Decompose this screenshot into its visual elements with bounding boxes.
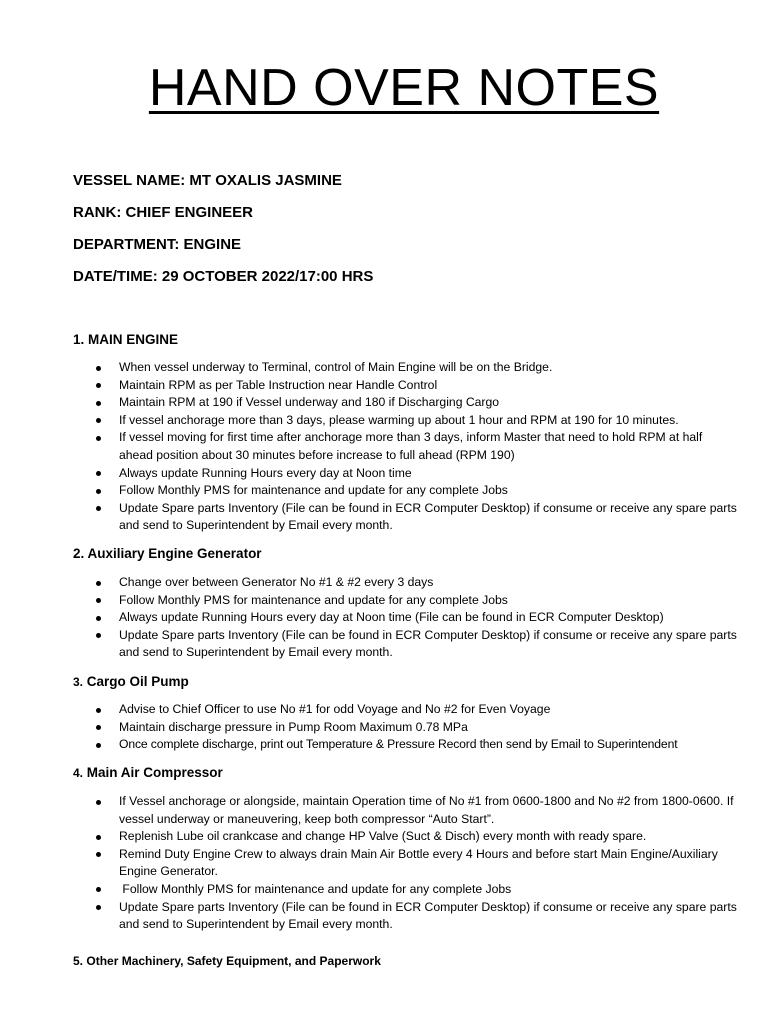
- list-item: Update Spare parts Inventory (File can be found in ECR Computer Desktop) if consume or receive any spare parts and send to Superintendent by Email every month.: [0, 899, 768, 934]
- list-item: Maintain RPM at 190 if Vessel underway and 180 if Discharging Cargo: [0, 394, 768, 412]
- bullet-icon: [96, 418, 101, 423]
- list-item: Maintain discharge pressure in Pump Room Maximum 0.78 MPa: [0, 719, 768, 737]
- rank: RANK: CHIEF ENGINEER: [73, 204, 254, 221]
- list-item: Replenish Lube oil crankcase and change HP Valve (Suct & Disch) every month with ready spare.: [0, 828, 768, 846]
- section-heading-aux-engine: [73, 545, 262, 563]
- main-engine-list: [0, 359, 768, 535]
- list-item: Update Spare parts Inventory (File can be found in ECR Computer Desktop) if consume or receive any spare parts and send to Superintendent by Email every month.: [0, 627, 768, 662]
- section-heading-other: [73, 952, 381, 970]
- section-number: 4.: [73, 766, 84, 780]
- bullet-icon: [96, 401, 101, 406]
- vessel-name: VESSEL NAME: MT OXALIS JASMINE: [73, 172, 342, 189]
- section-title: Main Air Compressor: [86, 765, 223, 780]
- bullet-icon: [96, 633, 101, 638]
- bullet-icon: [96, 581, 101, 586]
- list-item: Follow Monthly PMS for maintenance and update for any complete Jobs: [0, 592, 768, 610]
- list-item: Maintain RPM as per Table Instruction near Handle Control: [0, 377, 768, 395]
- list-item: If Vessel anchorage or alongside, maintain Operation time of No #1 from 0600-1800 and No #2 from 1800-0600. If vessel underway or maneuvering, keep both compressor “Auto Start”.: [0, 793, 768, 828]
- section-number: 5.: [73, 954, 84, 968]
- bullet-icon: [96, 743, 101, 748]
- bullet-icon: [96, 905, 101, 910]
- cargo-pump-list: [0, 701, 768, 754]
- bullet-icon: [96, 471, 101, 476]
- list-item: Update Spare parts Inventory (File can be found in ECR Computer Desktop) if consume or receive any spare parts and send to Superintendent by Email every month.: [0, 500, 768, 535]
- document-title: HAND OVER NOTES: [148, 59, 660, 117]
- air-compressor-list: [0, 793, 768, 934]
- bullet-icon: [96, 383, 101, 388]
- section-title: Auxiliary Engine Generator: [87, 546, 262, 561]
- aux-engine-list: [0, 574, 768, 662]
- list-item: When vessel underway to Terminal, control of Main Engine will be on the Bridge.: [0, 359, 768, 377]
- bullet-icon: [96, 366, 101, 371]
- date-time: DATE/TIME: 29 OCTOBER 2022/17:00 HRS: [73, 268, 374, 285]
- list-item: Change over between Generator No #1 & #2 every 3 days: [0, 574, 768, 592]
- section-title: Cargo Oil Pump: [86, 674, 189, 689]
- section-heading-air-compressor: [73, 764, 223, 782]
- bullet-icon: [96, 887, 101, 892]
- list-item: Advise to Chief Officer to use No #1 for odd Voyage and No #2 for Even Voyage: [0, 701, 768, 719]
- section-title: MAIN ENGINE: [88, 332, 179, 347]
- bullet-icon: [96, 598, 101, 603]
- bullet-icon: [96, 852, 101, 857]
- list-item: Always update Running Hours every day at Noon time: [0, 465, 768, 483]
- bullet-icon: [96, 800, 101, 805]
- bullet-icon: [96, 506, 101, 511]
- bullet-icon: [96, 436, 101, 441]
- list-item: If vessel moving for first time after anchorage more than 3 days, inform Master that need to hold RPM at half ahead position about 30 minutes before increase to full ahead (RPM 190): [0, 429, 768, 464]
- section-title: Other Machinery, Safety Equipment, and Paperwork: [86, 954, 381, 968]
- bullet-icon: [96, 616, 101, 621]
- list-item: Remind Duty Engine Crew to always drain Main Air Bottle every 4 Hours and before start Main Engine/Auxiliary Engine Generator.: [0, 846, 768, 881]
- department: DEPARTMENT: ENGINE: [73, 236, 242, 253]
- list-item: If vessel anchorage more than 3 days, please warming up about 1 hour and RPM at 190 for 10 minutes.: [0, 412, 768, 430]
- section-number: 3.: [73, 675, 84, 689]
- bullet-icon: [96, 725, 101, 730]
- list-item: Once complete discharge, print out Temperature & Pressure Record then send by Email to Superintendent: [0, 736, 768, 754]
- section-number: 2.: [73, 546, 85, 561]
- section-heading-cargo-pump: [73, 673, 189, 691]
- bullet-icon: [96, 708, 101, 713]
- list-item: Always update Running Hours every day at Noon time (File can be found in ECR Computer Desktop): [0, 609, 768, 627]
- list-item: Follow Monthly PMS for maintenance and update for any complete Jobs: [0, 881, 768, 899]
- section-number: 1.: [73, 332, 85, 347]
- bullet-icon: [96, 489, 101, 494]
- bullet-icon: [96, 835, 101, 840]
- list-item: Follow Monthly PMS for maintenance and update for any complete Jobs: [0, 482, 768, 500]
- section-heading-main-engine: [73, 331, 178, 349]
